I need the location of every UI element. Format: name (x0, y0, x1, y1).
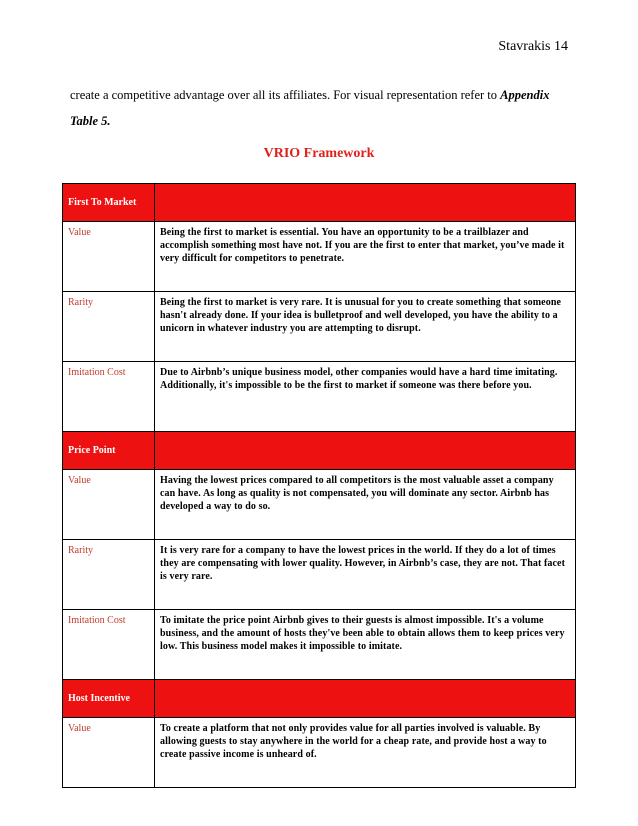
section-heading-cell (63, 680, 155, 718)
criterion-label: Value (63, 470, 155, 540)
page-header: Stavrakis 14 (498, 39, 568, 54)
table-row (63, 470, 576, 540)
criterion-description: It is very rare for a company to have the lowest prices in the world. If they do a lot of times they are compensating with lower quality. However, in Airbnb’s case, they are not. That facet is very rare. (155, 540, 576, 610)
criterion-label: Imitation Cost (63, 362, 155, 432)
section-row (63, 184, 576, 222)
table-row (63, 222, 576, 292)
section-heading: Host Incentive (68, 693, 130, 704)
table-row (63, 718, 576, 788)
section-heading: Price Point (68, 445, 116, 456)
criterion-label: Rarity (63, 292, 155, 362)
intro-paragraph (70, 82, 570, 134)
table-row (63, 362, 576, 432)
table-row (63, 610, 576, 680)
vrio-table (62, 183, 576, 788)
intro-text: create a competitive advantage over all its affiliates. For visual representation refer to (70, 88, 501, 102)
section-heading-cell (63, 432, 155, 470)
section-row (63, 432, 576, 470)
table-row (63, 540, 576, 610)
section-row (63, 680, 576, 718)
criterion-label: Value (63, 718, 155, 788)
table-title: VRIO Framework (263, 146, 375, 161)
section-heading-cell (63, 184, 155, 222)
criterion-description: Being the first to market is essential. You have an opportunity to be a trailblazer and accomplish something most have not. If you are the first to enter that market, you’ve made it very difficult for competitors to penetrate. (155, 222, 576, 292)
criterion-label: Rarity (63, 540, 155, 610)
criterion-description: To create a platform that not only provides value for all parties involved is valuable. By allowing guests to stay anywhere in the world for a cheap rate, and provide host a way to create passive income is unheard of. (155, 718, 576, 788)
criterion-description: Being the first to market is very rare. It is unusual for you to create something that someone hasn't already done. If your idea is bulletproof and well developed, you have the ability to a unicorn in whatever industry you are attempting to disrupt. (155, 292, 576, 362)
section-empty-cell (155, 432, 576, 470)
criterion-label: Value (63, 222, 155, 292)
section-empty-cell (155, 184, 576, 222)
criterion-label: Imitation Cost (63, 610, 155, 680)
appendix-reference: Appendix Table 5. (70, 88, 550, 128)
section-heading: First To Market (68, 197, 137, 208)
criterion-description: Due to Airbnb’s unique business model, other companies would have a hard time imitating. Additionally, it's impossible to be the first to market if someone was there before you. (155, 362, 576, 432)
section-empty-cell (155, 680, 576, 718)
criterion-description: To imitate the price point Airbnb gives to their guests is almost impossible. It's a volume business, and the amount of hosts they've been able to obtain allows them to keep prices very low. This business model makes it impossible to imitate. (155, 610, 576, 680)
table-row (63, 292, 576, 362)
criterion-description: Having the lowest prices compared to all competitors is the most valuable asset a company can have. As long as quality is not compensated, you will dominate any sector. Airbnb has developed a way to do so. (155, 470, 576, 540)
